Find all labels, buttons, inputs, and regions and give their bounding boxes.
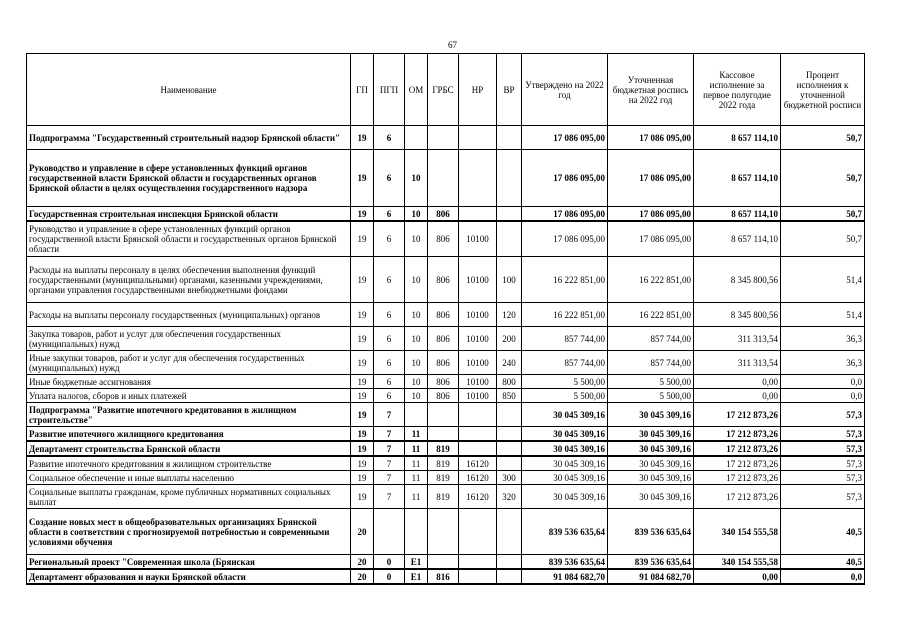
cell-approved: 839 536 635,64 (522, 509, 608, 555)
cell-np: 10100 (459, 389, 497, 403)
cell-vr: 320 (497, 485, 522, 509)
cell-percent: 57,3 (781, 403, 865, 427)
cell-name: Государственная строительная инспекция Брянской области (27, 207, 351, 222)
cell-percent: 0,0 (781, 375, 865, 389)
col-header-name: Наименование (27, 54, 351, 126)
cell-ppgp: 0 (374, 555, 405, 570)
cell-grbs (428, 126, 459, 150)
header-row (27, 54, 865, 126)
cell-grbs: 819 (428, 441, 459, 456)
cell-name: Уплата налогов, сборов и иных платежей (27, 389, 351, 403)
cell-om: 10 (405, 375, 428, 389)
cell-cash: 8 345 800,56 (694, 257, 781, 303)
cell-percent: 0,0 (781, 389, 865, 403)
cell-refined: 839 536 635,64 (608, 555, 694, 570)
cell-grbs: 806 (428, 257, 459, 303)
cell-refined: 30 045 309,16 (608, 427, 694, 442)
cell-ppgp: 7 (374, 456, 405, 471)
cell-approved: 30 045 309,16 (522, 427, 608, 442)
cell-grbs: 816 (428, 569, 459, 584)
cell-name: Социальные выплаты гражданам, кроме публичных нормативных социальных выплат (27, 485, 351, 509)
cell-name: Региональный проект "Современная школа (Брянская (27, 555, 351, 570)
table-row (27, 427, 865, 442)
cell-name: Расходы на выплаты персоналу государственных (муниципальных) органов (27, 303, 351, 327)
cell-vr (497, 441, 522, 456)
cell-np (459, 126, 497, 150)
cell-gp: 19 (351, 441, 374, 456)
cell-approved: 857 744,00 (522, 327, 608, 351)
cell-gp: 19 (351, 207, 374, 222)
cell-np: 10100 (459, 221, 497, 257)
table-body (27, 126, 865, 585)
cell-refined: 839 536 635,64 (608, 509, 694, 555)
cell-percent: 57,3 (781, 456, 865, 471)
cell-percent: 51,4 (781, 257, 865, 303)
cell-approved: 17 086 095,00 (522, 150, 608, 207)
table-row (27, 126, 865, 150)
cell-ppgp: 6 (374, 207, 405, 222)
cell-np: 10100 (459, 257, 497, 303)
cell-om (405, 403, 428, 427)
cell-om: 10 (405, 303, 428, 327)
table-row (27, 403, 865, 427)
cell-om: 10 (405, 150, 428, 207)
cell-vr (497, 207, 522, 222)
cell-refined: 17 086 095,00 (608, 207, 694, 222)
cell-cash: 17 212 873,26 (694, 485, 781, 509)
cell-gp: 19 (351, 303, 374, 327)
budget-execution-table (26, 53, 865, 585)
cell-cash: 8 345 800,56 (694, 303, 781, 327)
cell-ppgp: 6 (374, 327, 405, 351)
cell-grbs: 806 (428, 327, 459, 351)
cell-gp: 19 (351, 327, 374, 351)
table-row (27, 257, 865, 303)
cell-approved: 5 500,00 (522, 389, 608, 403)
cell-cash: 17 212 873,26 (694, 456, 781, 471)
cell-vr: 120 (497, 303, 522, 327)
cell-vr: 850 (497, 389, 522, 403)
cell-refined: 16 222 851,00 (608, 257, 694, 303)
cell-vr (497, 150, 522, 207)
cell-approved: 30 045 309,16 (522, 456, 608, 471)
cell-grbs: 806 (428, 207, 459, 222)
cell-percent: 57,3 (781, 427, 865, 442)
cell-name: Подпрограмма "Государственный строительный надзор Брянской области" (27, 126, 351, 150)
cell-grbs: 819 (428, 471, 459, 485)
cell-ppgp: 7 (374, 485, 405, 509)
col-header-np: НР (459, 54, 497, 126)
cell-vr (497, 456, 522, 471)
cell-vr: 200 (497, 327, 522, 351)
cell-grbs: 806 (428, 375, 459, 389)
cell-name: Иные закупки товаров, работ и услуг для обеспечения государственных (муниципальных) нужд (27, 351, 351, 375)
cell-refined: 5 500,00 (608, 375, 694, 389)
cell-vr (497, 126, 522, 150)
cell-cash: 17 212 873,26 (694, 471, 781, 485)
cell-approved: 30 045 309,16 (522, 485, 608, 509)
cell-np (459, 509, 497, 555)
cell-cash: 8 657 114,10 (694, 150, 781, 207)
cell-om: 10 (405, 327, 428, 351)
cell-vr: 100 (497, 257, 522, 303)
cell-ppgp (374, 509, 405, 555)
cell-np (459, 403, 497, 427)
cell-ppgp: 7 (374, 441, 405, 456)
table-row (27, 150, 865, 207)
cell-om (405, 509, 428, 555)
cell-vr: 800 (497, 375, 522, 389)
cell-name: Руководство и управление в сфере установленных функций органов государственной власти Брянской области и государственных органов Брянской области (27, 221, 351, 257)
cell-name: Развитие ипотечного кредитования в жилищном строительстве (27, 456, 351, 471)
cell-vr (497, 555, 522, 570)
cell-np: 10100 (459, 351, 497, 375)
cell-om: 11 (405, 441, 428, 456)
table-row (27, 351, 865, 375)
cell-ppgp: 7 (374, 471, 405, 485)
cell-ppgp: 0 (374, 569, 405, 584)
cell-cash: 8 657 114,10 (694, 207, 781, 222)
cell-gp: 19 (351, 427, 374, 442)
cell-refined: 16 222 851,00 (608, 303, 694, 327)
cell-refined: 857 744,00 (608, 327, 694, 351)
cell-grbs (428, 427, 459, 442)
col-header-vr: ВР (497, 54, 522, 126)
col-header-gp: ГП (351, 54, 374, 126)
cell-percent: 40,5 (781, 555, 865, 570)
cell-approved: 17 086 095,00 (522, 207, 608, 222)
cell-refined: 17 086 095,00 (608, 126, 694, 150)
cell-gp: 19 (351, 456, 374, 471)
cell-ppgp: 6 (374, 351, 405, 375)
cell-vr (497, 569, 522, 584)
cell-np (459, 555, 497, 570)
cell-om: 11 (405, 471, 428, 485)
cell-refined: 91 084 682,70 (608, 569, 694, 584)
cell-ppgp: 6 (374, 257, 405, 303)
cell-refined: 17 086 095,00 (608, 221, 694, 257)
cell-approved: 16 222 851,00 (522, 303, 608, 327)
cell-grbs: 806 (428, 389, 459, 403)
table-row (27, 221, 865, 257)
cell-approved: 30 045 309,16 (522, 441, 608, 456)
cell-np (459, 427, 497, 442)
table-row (27, 471, 865, 485)
cell-np: 10100 (459, 303, 497, 327)
col-header-percent: Процент исполнения к уточненной бюджетной росписи (781, 54, 865, 126)
cell-refined: 30 045 309,16 (608, 441, 694, 456)
cell-grbs (428, 509, 459, 555)
cell-approved: 30 045 309,16 (522, 471, 608, 485)
cell-cash: 8 657 114,10 (694, 126, 781, 150)
cell-cash: 17 212 873,26 (694, 403, 781, 427)
cell-om: E1 (405, 569, 428, 584)
col-header-cash: Кассовое исполнение за первое полугодие 2022 года (694, 54, 781, 126)
cell-approved: 17 086 095,00 (522, 126, 608, 150)
cell-approved: 91 084 682,70 (522, 569, 608, 584)
col-header-om: ОМ (405, 54, 428, 126)
cell-cash: 311 313,54 (694, 351, 781, 375)
cell-om: 11 (405, 427, 428, 442)
cell-ppgp: 6 (374, 303, 405, 327)
cell-np: 10100 (459, 327, 497, 351)
cell-name: Развитие ипотечного жилищного кредитования (27, 427, 351, 442)
cell-vr (497, 427, 522, 442)
cell-approved: 5 500,00 (522, 375, 608, 389)
cell-percent: 36,3 (781, 327, 865, 351)
cell-grbs: 806 (428, 221, 459, 257)
table-row (27, 303, 865, 327)
cell-gp: 20 (351, 509, 374, 555)
cell-percent: 57,3 (781, 471, 865, 485)
cell-np (459, 569, 497, 584)
cell-name: Иные бюджетные ассигнования (27, 375, 351, 389)
cell-gp: 19 (351, 471, 374, 485)
cell-vr (497, 221, 522, 257)
cell-vr: 300 (497, 471, 522, 485)
cell-approved: 857 744,00 (522, 351, 608, 375)
cell-cash: 0,00 (694, 389, 781, 403)
cell-gp: 19 (351, 485, 374, 509)
table-row (27, 327, 865, 351)
cell-cash: 340 154 555,58 (694, 509, 781, 555)
cell-gp: 20 (351, 569, 374, 584)
cell-gp: 19 (351, 403, 374, 427)
cell-ppgp: 6 (374, 150, 405, 207)
table-row (27, 207, 865, 222)
cell-grbs: 819 (428, 456, 459, 471)
cell-np (459, 441, 497, 456)
cell-percent: 0,0 (781, 569, 865, 584)
cell-name: Создание новых мест в общеобразовательных организациях Брянской области в соответствии с прогнозируемой потребностью и современными условиями обучения (27, 509, 351, 555)
cell-om: 10 (405, 207, 428, 222)
table-row (27, 555, 865, 570)
cell-vr: 240 (497, 351, 522, 375)
cell-gp: 19 (351, 221, 374, 257)
cell-cash: 17 212 873,26 (694, 441, 781, 456)
cell-ppgp: 6 (374, 221, 405, 257)
cell-approved: 30 045 309,16 (522, 403, 608, 427)
cell-cash: 0,00 (694, 375, 781, 389)
cell-np: 16120 (459, 456, 497, 471)
cell-percent: 57,3 (781, 441, 865, 456)
cell-percent: 50,7 (781, 150, 865, 207)
cell-ppgp: 6 (374, 389, 405, 403)
cell-gp: 20 (351, 555, 374, 570)
cell-refined: 5 500,00 (608, 389, 694, 403)
cell-np (459, 150, 497, 207)
cell-om (405, 126, 428, 150)
cell-np: 16120 (459, 485, 497, 509)
cell-approved: 839 536 635,64 (522, 555, 608, 570)
cell-gp: 19 (351, 150, 374, 207)
cell-approved: 16 222 851,00 (522, 257, 608, 303)
cell-refined: 857 744,00 (608, 351, 694, 375)
cell-vr (497, 403, 522, 427)
cell-name: Департамент образования и науки Брянской области (27, 569, 351, 584)
table-row (27, 569, 865, 584)
cell-name: Руководство и управление в сфере установленных функций органов государственной власти Брянской области и государственных органов Брянской области в целях осуществления государственного надзора (27, 150, 351, 207)
cell-om: 10 (405, 257, 428, 303)
cell-grbs: 819 (428, 485, 459, 509)
cell-grbs (428, 150, 459, 207)
cell-om: 10 (405, 351, 428, 375)
cell-percent: 51,4 (781, 303, 865, 327)
table-row (27, 509, 865, 555)
cell-refined: 30 045 309,16 (608, 471, 694, 485)
cell-name: Социальное обеспечение и иные выплаты населению (27, 471, 351, 485)
cell-np (459, 207, 497, 222)
cell-gp: 19 (351, 375, 374, 389)
cell-cash: 340 154 555,58 (694, 555, 781, 570)
cell-ppgp: 7 (374, 403, 405, 427)
page-number: 67 (448, 40, 457, 50)
cell-gp: 19 (351, 257, 374, 303)
cell-om: E1 (405, 555, 428, 570)
cell-ppgp: 6 (374, 126, 405, 150)
cell-approved: 17 086 095,00 (522, 221, 608, 257)
table-row (27, 456, 865, 471)
cell-percent: 40,5 (781, 509, 865, 555)
cell-percent: 57,3 (781, 485, 865, 509)
cell-grbs: 806 (428, 351, 459, 375)
cell-cash: 17 212 873,26 (694, 427, 781, 442)
cell-om: 11 (405, 456, 428, 471)
cell-gp: 19 (351, 389, 374, 403)
cell-name: Расходы на выплаты персоналу в целях обеспечения выполнения функций государственными (муниципальными) органами, казенными учреждениями, органами управления государственными внебюджетными фондами (27, 257, 351, 303)
cell-ppgp: 7 (374, 427, 405, 442)
cell-percent: 50,7 (781, 221, 865, 257)
cell-ppgp: 6 (374, 375, 405, 389)
cell-name: Департамент строительства Брянской области (27, 441, 351, 456)
cell-cash: 0,00 (694, 569, 781, 584)
cell-om: 10 (405, 389, 428, 403)
table-row (27, 375, 865, 389)
table-row (27, 441, 865, 456)
cell-om: 10 (405, 221, 428, 257)
cell-percent: 36,3 (781, 351, 865, 375)
cell-refined: 17 086 095,00 (608, 150, 694, 207)
cell-om: 11 (405, 485, 428, 509)
col-header-approved: Утверждено на 2022 год (522, 54, 608, 126)
cell-refined: 30 045 309,16 (608, 403, 694, 427)
col-header-ppgp: ПГП (374, 54, 405, 126)
cell-np: 10100 (459, 375, 497, 389)
cell-gp: 19 (351, 351, 374, 375)
table-row (27, 485, 865, 509)
cell-name: Подпрограмма "Развитие ипотечного кредитования в жилищном строительстве" (27, 403, 351, 427)
cell-refined: 30 045 309,16 (608, 485, 694, 509)
cell-np: 16120 (459, 471, 497, 485)
cell-percent: 50,7 (781, 126, 865, 150)
cell-cash: 311 313,54 (694, 327, 781, 351)
cell-vr (497, 509, 522, 555)
cell-grbs (428, 403, 459, 427)
cell-grbs: 806 (428, 303, 459, 327)
cell-percent: 50,7 (781, 207, 865, 222)
col-header-refined: Уточненная бюджетная роспись на 2022 год (608, 54, 694, 126)
cell-name: Закупка товаров, работ и услуг для обеспечения государственных (муниципальных) нужд (27, 327, 351, 351)
table-row (27, 389, 865, 403)
cell-refined: 30 045 309,16 (608, 456, 694, 471)
cell-grbs (428, 555, 459, 570)
col-header-grbs: ГРБС (428, 54, 459, 126)
cell-cash: 8 657 114,10 (694, 221, 781, 257)
cell-gp: 19 (351, 126, 374, 150)
